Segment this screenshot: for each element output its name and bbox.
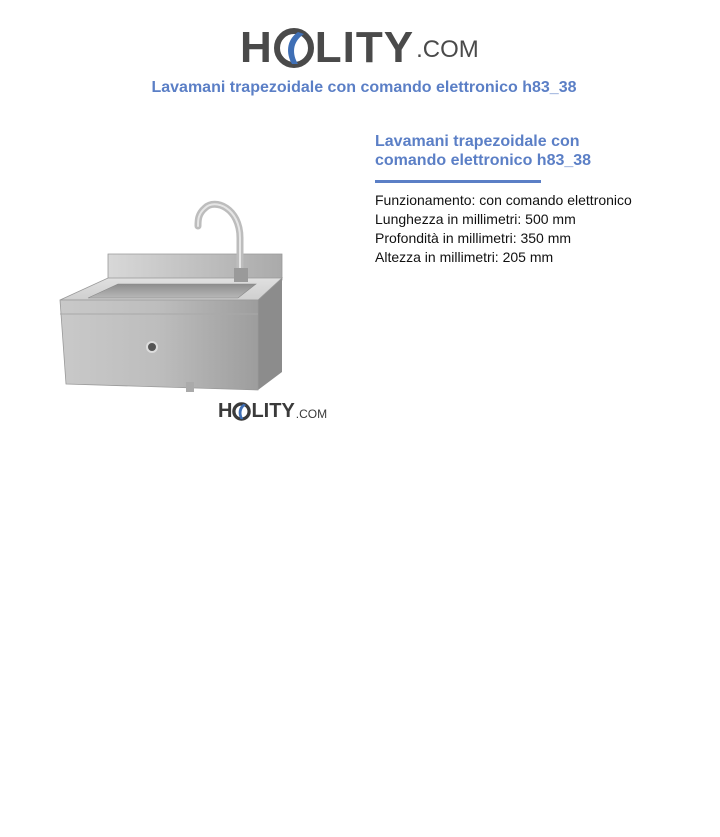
spec-item: Profondità in millimetri: 350 mm: [375, 230, 572, 246]
product-title: [375, 132, 705, 170]
title-divider: [375, 180, 541, 183]
watermark-letters-lity: LITY: [251, 400, 295, 422]
holity-logo[interactable]: [240, 14, 480, 70]
product-title-line2: comando elettronico h83_38: [375, 152, 592, 169]
product-title-line1: Lavamani trapezoidale con: [375, 133, 580, 150]
spec-item: Altezza in millimetri: 205 mm: [375, 249, 554, 265]
logo-letter-h: H: [240, 23, 273, 72]
page-title: Lavamani trapezoidale con comando elettronico h83_38: [151, 79, 577, 96]
logo-domain: .COM: [416, 36, 479, 63]
spec-item: Funzionamento: con comando elettronico: [375, 192, 632, 208]
watermark-domain: .COM: [295, 407, 328, 421]
holity-watermark-logo: [218, 400, 327, 423]
watermark-letter-h: H: [218, 400, 233, 422]
spec-item: Lunghezza in millimetri: 500 mm: [375, 211, 576, 227]
spec-list: [375, 191, 705, 267]
product-info: [375, 132, 705, 267]
logo-o-icon: [274, 28, 314, 68]
logo-letters-lity: LITY: [314, 23, 415, 72]
watermark-o-icon: [232, 402, 251, 421]
